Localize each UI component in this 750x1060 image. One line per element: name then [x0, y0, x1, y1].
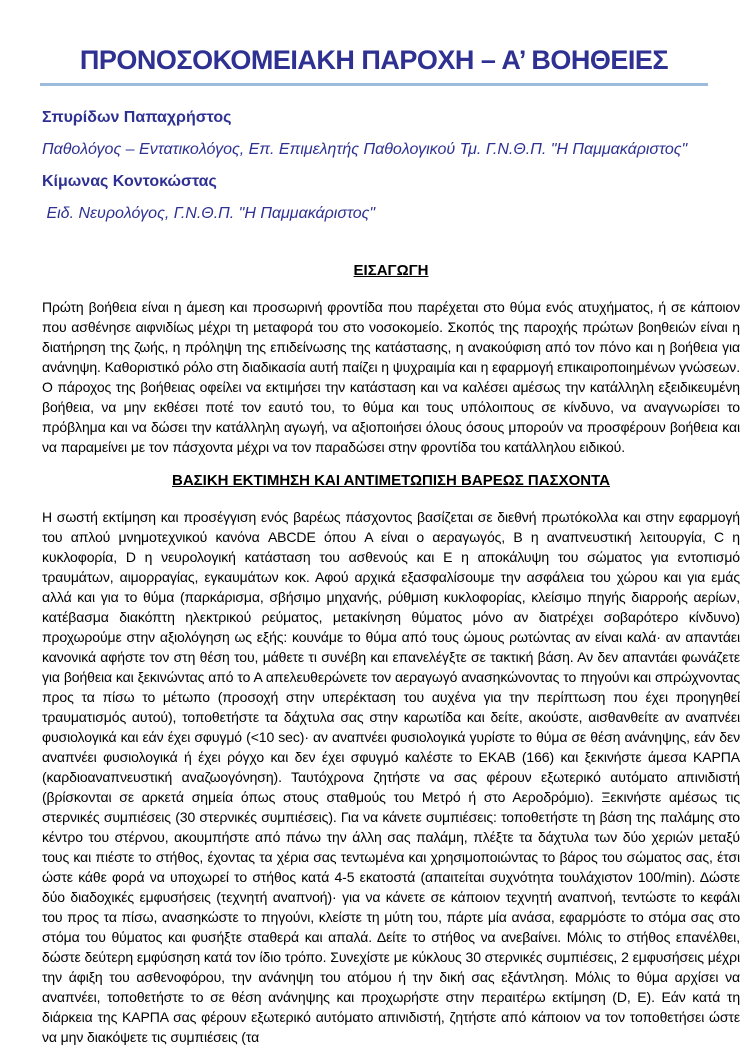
- author-name-2: Κίμωνας Κοντοκώστας: [42, 173, 217, 190]
- page-title: ΠΡΟΝΟΣΟΚΟΜΕΙΑΚΗ ΠΑΡΟΧΗ – Α’ ΒΟΗΘΕΙΕΣ: [79, 45, 669, 75]
- section-heading-introduction: ΕΙΣΑΓΩΓΗ: [353, 262, 429, 279]
- section-heading-basic-assessment: ΒΑΣΙΚΗ ΕΚΤΙΜΗΣΗ ΚΑΙ ΑΝΤΙΜΕΤΩΠΙΣΗ ΒΑΡΕΩΣ ΠΑΣΧΟΝΤΑ: [172, 472, 610, 489]
- paragraph-basic-assessment: Η σωστή εκτίμηση και προσέγγιση ενός βαρέως πάσχοντος βασίζεται σε διεθνή πρωτόκολλα και στην εφαρμογή του απλού μνημοτεχνικού κανόνα ABCDE όπου A είναι ο αεραγωγός, B η αναπνευστική λειτουργία, C η κυκλοφορία, D η νευρολογική κατάσταση του ασθενούς και E η αποκάλυψη του σώματος για εντοπισμό τραυμάτων, αιμορραγίας, εγκαυμάτων κοκ. Αφού αρχικά εξασφαλίσουμε την ασφάλεια του χώρου και για εμάς αλλά και για το θύμα (παρκάρισμα, σβήσιμο μηχανής, ρύθμιση κυκλοφορίας, κλείσιμο πηγής διαρροής αερίων, κατέβασμα διακόπτη ηλεκτρικού ρεύματος, μετακίνηση θύματος μόνο αν διατρέχει σοβαρότερο κίνδυνο) προχωρούμε στην αξιολόγηση ως εξής: κουνάμε το θύμα από τους ώμους ρωτώντας αν είναι καλά· αν απαντάει κανονικά αφήστε τον στη θέση του, μάθετε τι συνέβη και επανελέγξτε σε τακτική βάση. Αν δεν απαντάει φωνάζετε για βοήθεια και ξεκινώντας από το Α απελευθερώνετε τον αεραγωγό ανασηκώνοντας το πηγούνι και σπρώχνοντας προς τα πίσω το μέτωπο (προσοχή στην υπερέκταση του αυχένα για την περίπτωση που έχει προηγηθεί τραυματισμός αυτού), τοποθετήστε τα δάχτυλα σας στην καρωτίδα και δείτε, ακούστε, αισθανθείτε αν αναπνέει φυσιολογικά και εάν έχει σφυγμό (<10 sec)· αν αναπνέει φυσιολογικά γυρίστε το θύμα σε θέση ανάνηψης, εάν δεν αναπνέει φυσιολογικά ή έχει ρόγχο και δεν έχει σφυγμό καλέστε το ΕΚΑΒ (166) και ξεκινήστε άμεσα ΚΑΡΠΑ (καρδιοαναπνευστική αναζωογόνηση). Ταυτόχρονα ζητήστε να σας φέρουν εξωτερικό αυτόματο απινιδιστή (βρίσκονται σε αρκετά σημεία όπως στους σταθμούς του Μετρό ή στο Αεροδρόμιο). Ξεκινήστε αμέσως τις στερνικές συμπιέσεις (30 στερνικές συμπιέσεις). Για να κάνετε συμπιέσεις: τοποθετήστε τη βάση της παλάμης στο κέντρο του στέρνου, ακουμπήστε από πάνω την άλλη σας παλάμη, πλέξτε τα δάχτυλα των δύο χεριών μεταξύ τους και πιέστε το στήθος, έχοντας τα χέρια σας τεντωμένα και χρησιμοποιώντας το βάρος του σώματος σας, έτσι ώστε κάθε φορά να υποχωρεί το στήθος κατά 4-5 εκατοστά (απαιτείται συχνότητα τουλάχιστον 100/min). Δώστε δύο διαδοχικές εμφυσήσεις (τεχνητή αναπνοή)· για να κάνετε σε κάποιον τεχνητή αναπνοή, τεντώστε το κεφάλι του προς τα πίσω, ανασηκώστε το πηγούνι, κλείστε τη μύτη του, πάρτε μία ανάσα, εφαρμόστε το στόμα σας στο στόμα του θύματος και φυσήξτε σταθερά και απαλά. Δείτε το στήθος να ανεβαίνει. Μόλις το στήθος επανέλθει, δώστε δεύτερη εμφύσηση κατά τον ίδιο τρόπο. Συνεχίστε με κύκλους 30 στερνικές συμπιέσεις, 2 εμφυσήσεις μέχρι την άφιξη του ασθενοφόρου, την ανάνηψη του ατόμου ή την δική σας εξάντληση. Μόλις το θύμα αρχίσει να αναπνέει, τοποθετήστε το σε θέση ανάνηψης και προχωρήστε στην περαιτέρω εκτίμηση (D, E). Εάν κατά τη διάρκεια της ΚΑΡΠΑ σας φέρουν εξωτερικό αυτόματο απινιδιστή, ζητήστε από κάποιον να τον τοποθετήσει ώστε να μην διακόψετε τις συμπιέσεις (τα: [42, 509, 740, 1045]
- author-credentials-1: Παθολόγος – Εντατικολόγος, Επ. Επιμελητής Παθολογικού Τμ. Γ.Ν.Θ.Π. "Η Παμμακάριστος": [42, 141, 688, 158]
- document-body: [42, 262, 740, 1047]
- author-credentials-2: Ειδ. Νευρολόγος, Γ.Ν.Θ.Π. "Η Παμμακάριστος": [42, 205, 376, 222]
- authors-block: [42, 109, 740, 223]
- paragraph-introduction: Πρώτη βοήθεια είναι η άμεση και προσωρινή φροντίδα που παρέχεται στο θύμα ενός ατυχήματος, ή σε κάποιον που ασθένησε αιφνιδίως μέχρι τη μεταφορά του στο νοσοκομείο. Σκοπός της παροχής πρώτων βοηθειών είναι η διατήρηση της ζωής, η πρόληψη της επιδείνωσης της κατάστασης, η ανακούφιση από τον πόνο και η βοήθεια για ανάνηψη. Καθοριστικό ρόλο στη διαδικασία αυτή παίζει η ψυχραιμία και η εφαρμογή επικαιροποιημένων γνώσεων. Ο πάροχος της βοήθειας οφείλει να εκτιμήσει την κατάσταση και να καλέσει αμέσως την κατάλληλη εξειδικευμένη βοήθεια, να μην εκθέσει ποτέ τον εαυτό του, το θύμα και τους υπόλοιπους σε κίνδυνο, να αναγνωρίσει το πρόβλημα και να δώσει την κατάλληλη αγωγή, να αξιοποιήσει όλους όσους μπορούν να προσφέρουν βοήθεια και να παραμείνει με τον πάσχοντα μέχρι να τον παραδώσει στην φροντίδα του κατάλληλου ειδικού.: [42, 299, 740, 455]
- title-divider: [40, 83, 708, 86]
- author-name-1: Σπυρίδων Παπαχρήστος: [42, 109, 232, 126]
